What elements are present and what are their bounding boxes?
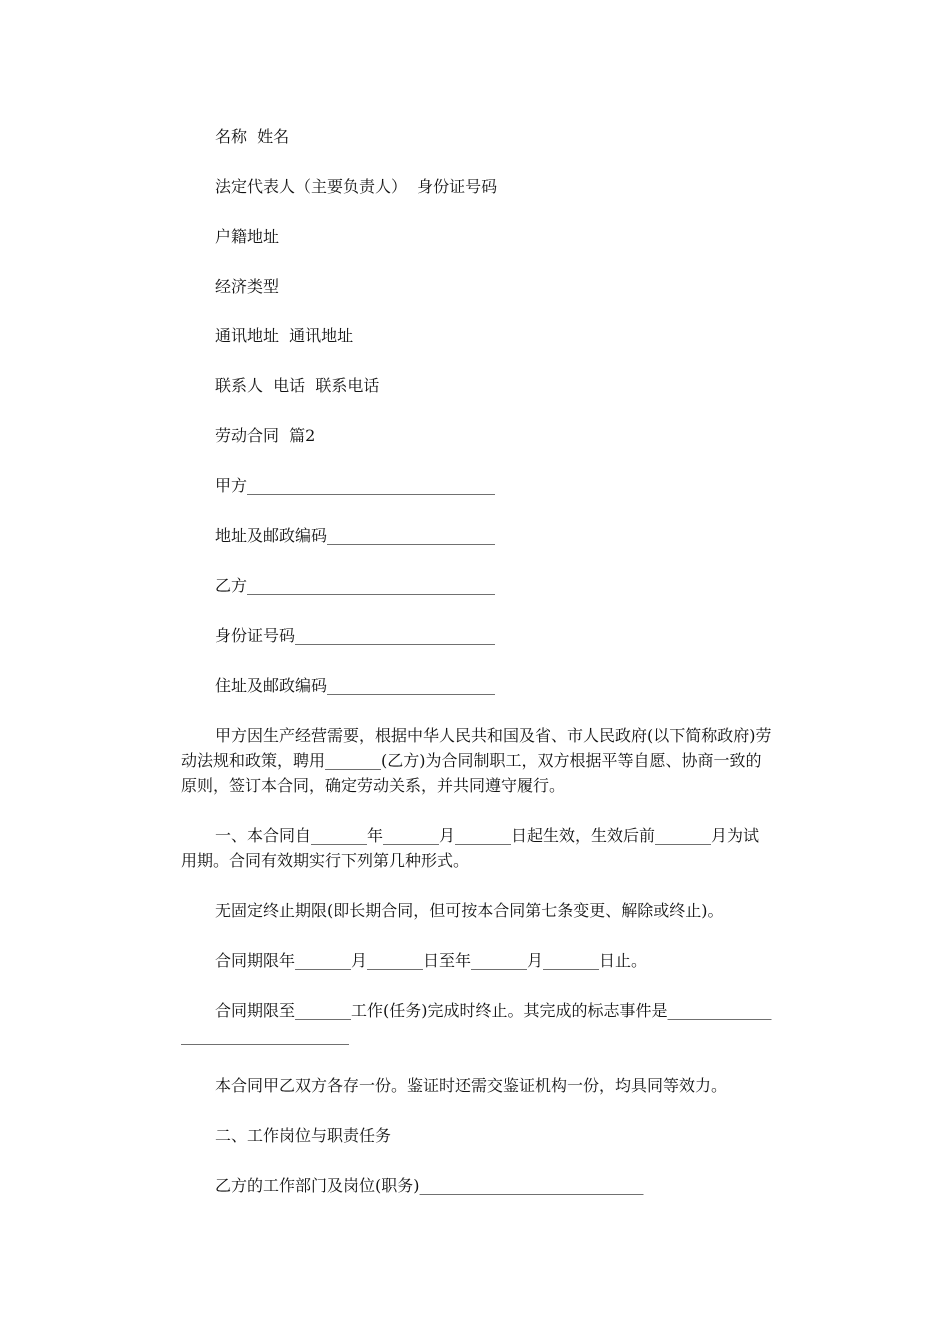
contract-heading: 劳动合同 篇2 [215, 426, 316, 445]
household-address-line: 户籍地址 [215, 227, 280, 246]
party-a-address-field: 地址及邮政编码_____________________ [215, 526, 496, 545]
contact-line: 联系人 电话 联系电话 [215, 376, 380, 395]
economic-type-line: 经济类型 [215, 277, 280, 296]
legal-representative-line: 法定代表人（主要负责人） 身份证号码 [215, 177, 498, 196]
unlimited-term-paragraph: 无固定终止期限(即长期合同，但可按本合同第七条变更、解除或终止)。 [215, 901, 724, 920]
residence-address-field: 住址及邮政编码_____________________ [215, 676, 496, 695]
name-line: 名称 姓名 [215, 127, 290, 146]
party-a-field: 甲方_______________________________ [215, 476, 496, 495]
intro-paragraph: 甲方因生产经营需要，根据中华人民共和国及省、市人民政府(以下简称政府)劳动法规和政策，聘用_______(乙方)为合同制职工，双方根据平等自愿、协商一致的原则，签订本合同，确定劳动关系，并共同遵守履行。 [181, 726, 772, 795]
copies-paragraph: 本合同甲乙双方各存一份。鉴证时还需交鉴证机构一份，均具同等效力。 [215, 1076, 728, 1095]
clause-two-heading: 二、工作岗位与职责任务 [215, 1126, 392, 1145]
party-b-field: 乙方_______________________________ [215, 576, 496, 595]
id-number-field: 身份证号码_________________________ [215, 626, 496, 645]
department-field: 乙方的工作部门及岗位(职务)____________________________ [215, 1176, 644, 1195]
clause-one-paragraph: 一、本合同自_______年_______月_______日起生效，生效后前_______月为试用期。合同有效期实行下列第几种形式。 [181, 826, 760, 870]
mailing-address-line: 通讯地址 通讯地址 [215, 326, 354, 345]
task-term-paragraph: 合同期限至_______工作(任务)完成时终止。其完成的标志事件是__________________________________ [181, 1001, 772, 1045]
fixed-term-paragraph: 合同期限年_______月_______日至年_______月_______日止。 [215, 951, 648, 970]
